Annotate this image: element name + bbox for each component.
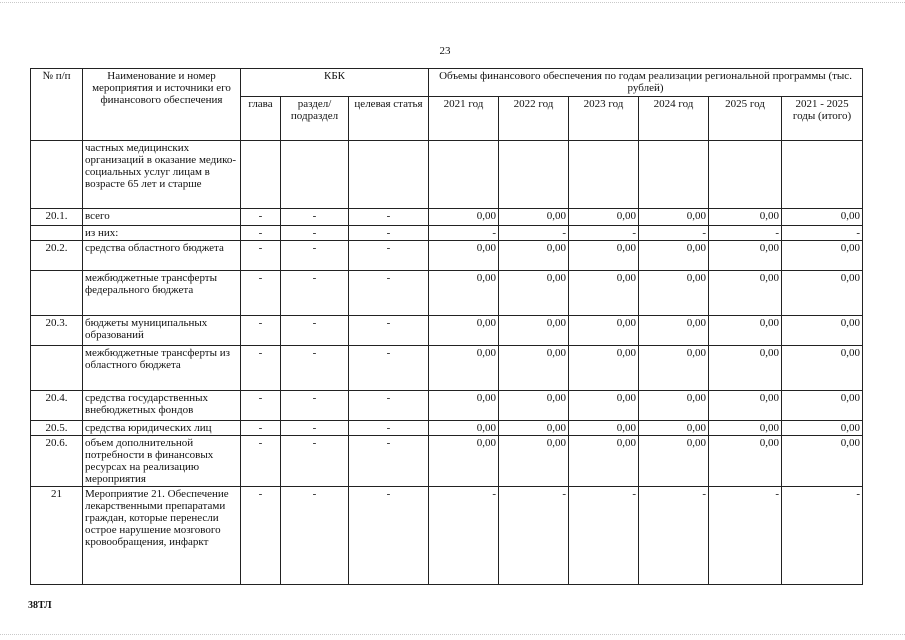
- cell-value-2022: 0,00: [499, 209, 569, 226]
- cell-value-2025: 0,00: [709, 346, 782, 391]
- cell-value-2024: -: [639, 487, 709, 585]
- row-name: средства юридических лиц: [83, 421, 241, 436]
- cell-kbk-section: -: [281, 209, 349, 226]
- cell-kbk-section: -: [281, 226, 349, 241]
- header-year-total: 2021 - 2025 годы (итого): [782, 97, 863, 141]
- table-row: [31, 141, 863, 209]
- header-volumes: Объемы финансового обеспечения по годам реализации региональной программы (тыс. рублей): [429, 69, 863, 97]
- cell-kbk-target: -: [349, 226, 429, 241]
- cell-kbk-target: -: [349, 241, 429, 271]
- cell-kbk-section: -: [281, 391, 349, 421]
- cell-value-2022: [499, 141, 569, 209]
- header-kbk-chapter: глава: [241, 97, 281, 141]
- row-number: [31, 346, 83, 391]
- cell-value-2021: 0,00: [429, 421, 499, 436]
- row-number: 21: [31, 487, 83, 585]
- cell-value-2023: 0,00: [569, 241, 639, 271]
- cell-kbk-chapter: -: [241, 241, 281, 271]
- row-number: [31, 226, 83, 241]
- cell-kbk-section: [281, 141, 349, 209]
- cell-value-2022: 0,00: [499, 346, 569, 391]
- cell-kbk-section: -: [281, 241, 349, 271]
- cell-value-2025: -: [709, 487, 782, 585]
- row-name: объем дополнительной потребности в финансовых ресурсах на реализацию мероприятия: [83, 436, 241, 487]
- cell-value-2024: -: [639, 226, 709, 241]
- cell-value-2025: [709, 141, 782, 209]
- row-number: 20.4.: [31, 391, 83, 421]
- row-number: [31, 141, 83, 209]
- cell-value-2021: -: [429, 226, 499, 241]
- table-row: [31, 487, 863, 585]
- table-row: [31, 346, 863, 391]
- cell-kbk-target: -: [349, 436, 429, 487]
- cell-kbk-target: -: [349, 487, 429, 585]
- cell-value-2025: 0,00: [709, 316, 782, 346]
- cell-kbk-chapter: -: [241, 226, 281, 241]
- cell-value-2022: -: [499, 226, 569, 241]
- cell-value-2025: 0,00: [709, 241, 782, 271]
- row-name: средства областного бюджета: [83, 241, 241, 271]
- row-name: межбюджетные трансферты из областного бюджета: [83, 346, 241, 391]
- cell-value-total: 0,00: [782, 421, 863, 436]
- header-year-2025: 2025 год: [709, 97, 782, 141]
- cell-value-total: 0,00: [782, 436, 863, 487]
- cell-value-total: [782, 141, 863, 209]
- table-row: [31, 436, 863, 487]
- cell-value-total: 0,00: [782, 241, 863, 271]
- row-name: межбюджетные трансферты федерального бюджета: [83, 271, 241, 316]
- cell-value-2025: 0,00: [709, 436, 782, 487]
- row-number: 20.5.: [31, 421, 83, 436]
- header-year-2023: 2023 год: [569, 97, 639, 141]
- cell-value-2025: 0,00: [709, 271, 782, 316]
- table-row: [31, 209, 863, 226]
- row-name: из них:: [83, 226, 241, 241]
- cell-value-2023: 0,00: [569, 209, 639, 226]
- cell-value-2024: 0,00: [639, 271, 709, 316]
- cell-value-2022: 0,00: [499, 391, 569, 421]
- cell-value-2025: -: [709, 226, 782, 241]
- cell-value-2023: 0,00: [569, 271, 639, 316]
- cell-value-2021: [429, 141, 499, 209]
- header-kbk-target: целевая статья: [349, 97, 429, 141]
- cell-kbk-section: -: [281, 316, 349, 346]
- table-row: [31, 421, 863, 436]
- cell-kbk-target: -: [349, 421, 429, 436]
- row-name: Мероприятие 21. Обеспечение лекарственными препаратами граждан, которые перенесли острое нарушение мозгового кровообращения, инфаркт: [83, 487, 241, 585]
- cell-value-2021: 0,00: [429, 316, 499, 346]
- cell-kbk-section: -: [281, 346, 349, 391]
- cell-value-2025: 0,00: [709, 391, 782, 421]
- cell-kbk-section: -: [281, 487, 349, 585]
- cell-value-2022: 0,00: [499, 241, 569, 271]
- cell-value-2024: 0,00: [639, 421, 709, 436]
- cell-value-2022: -: [499, 487, 569, 585]
- header-name: Наименование и номер мероприятия и источники его финансового обеспечения: [83, 69, 241, 141]
- cell-value-2023: 0,00: [569, 436, 639, 487]
- cell-value-2021: 0,00: [429, 271, 499, 316]
- row-number: 20.2.: [31, 241, 83, 271]
- cell-kbk-chapter: -: [241, 421, 281, 436]
- cell-kbk-target: -: [349, 271, 429, 316]
- cell-kbk-chapter: -: [241, 436, 281, 487]
- header-year-2022: 2022 год: [499, 97, 569, 141]
- header-year-2021: 2021 год: [429, 97, 499, 141]
- budget-table: [30, 68, 863, 585]
- page-number: 23: [439, 45, 451, 57]
- header-kbk-section: раздел/ подраздел: [281, 97, 349, 141]
- cell-kbk-chapter: [241, 141, 281, 209]
- table-row: [31, 271, 863, 316]
- cell-kbk-section: -: [281, 421, 349, 436]
- cell-value-2021: 0,00: [429, 391, 499, 421]
- cell-kbk-target: -: [349, 391, 429, 421]
- cell-kbk-chapter: -: [241, 316, 281, 346]
- cell-value-2021: 0,00: [429, 209, 499, 226]
- cell-value-2023: [569, 141, 639, 209]
- table-row: [31, 226, 863, 241]
- cell-kbk-chapter: -: [241, 271, 281, 316]
- cell-value-total: 0,00: [782, 209, 863, 226]
- cell-value-2023: 0,00: [569, 391, 639, 421]
- cell-value-2024: 0,00: [639, 391, 709, 421]
- cell-kbk-section: -: [281, 436, 349, 487]
- table-row: [31, 241, 863, 271]
- row-name: бюджеты муниципальных образований: [83, 316, 241, 346]
- cell-value-2024: [639, 141, 709, 209]
- cell-value-2023: -: [569, 226, 639, 241]
- cell-value-total: 0,00: [782, 316, 863, 346]
- cell-value-total: -: [782, 226, 863, 241]
- row-number: 20.1.: [31, 209, 83, 226]
- cell-value-2022: 0,00: [499, 421, 569, 436]
- cell-value-2024: 0,00: [639, 209, 709, 226]
- cell-value-2022: 0,00: [499, 436, 569, 487]
- cell-value-2024: 0,00: [639, 436, 709, 487]
- cell-value-total: 0,00: [782, 346, 863, 391]
- cell-kbk-target: -: [349, 316, 429, 346]
- cell-value-2023: 0,00: [569, 346, 639, 391]
- cell-value-2025: 0,00: [709, 421, 782, 436]
- cell-value-2021: 0,00: [429, 436, 499, 487]
- cell-value-2024: 0,00: [639, 316, 709, 346]
- header-year-2024: 2024 год: [639, 97, 709, 141]
- cell-kbk-chapter: -: [241, 391, 281, 421]
- cell-value-total: 0,00: [782, 271, 863, 316]
- cell-kbk-chapter: -: [241, 209, 281, 226]
- cell-value-2023: 0,00: [569, 316, 639, 346]
- cell-value-2021: -: [429, 487, 499, 585]
- row-number: 20.3.: [31, 316, 83, 346]
- cell-kbk-target: -: [349, 209, 429, 226]
- cell-kbk-target: [349, 141, 429, 209]
- cell-value-2023: 0,00: [569, 421, 639, 436]
- row-name: частных медицинских организаций в оказание медико-социальных услуг лицам в возрасте 65 лет и старше: [83, 141, 241, 209]
- row-name: средства государственных внебюджетных фондов: [83, 391, 241, 421]
- cell-value-2024: 0,00: [639, 241, 709, 271]
- header-num: № п/п: [31, 69, 83, 141]
- cell-value-2022: 0,00: [499, 316, 569, 346]
- cell-value-total: 0,00: [782, 391, 863, 421]
- row-name: всего: [83, 209, 241, 226]
- row-number: [31, 271, 83, 316]
- cell-value-2021: 0,00: [429, 241, 499, 271]
- cell-kbk-target: -: [349, 346, 429, 391]
- cell-value-total: -: [782, 487, 863, 585]
- cell-value-2025: 0,00: [709, 209, 782, 226]
- cell-value-2024: 0,00: [639, 346, 709, 391]
- cell-value-2022: 0,00: [499, 271, 569, 316]
- row-number: 20.6.: [31, 436, 83, 487]
- scan-bottom-edge: [0, 634, 905, 635]
- scan-top-edge: [0, 2, 905, 3]
- cell-kbk-section: -: [281, 271, 349, 316]
- header-kbk: КБК: [241, 69, 429, 97]
- cell-value-2023: -: [569, 487, 639, 585]
- table-row: [31, 316, 863, 346]
- cell-value-2021: 0,00: [429, 346, 499, 391]
- footer-code: 38ТЛ: [28, 600, 52, 611]
- table-row: [31, 391, 863, 421]
- cell-kbk-chapter: -: [241, 346, 281, 391]
- cell-kbk-chapter: -: [241, 487, 281, 585]
